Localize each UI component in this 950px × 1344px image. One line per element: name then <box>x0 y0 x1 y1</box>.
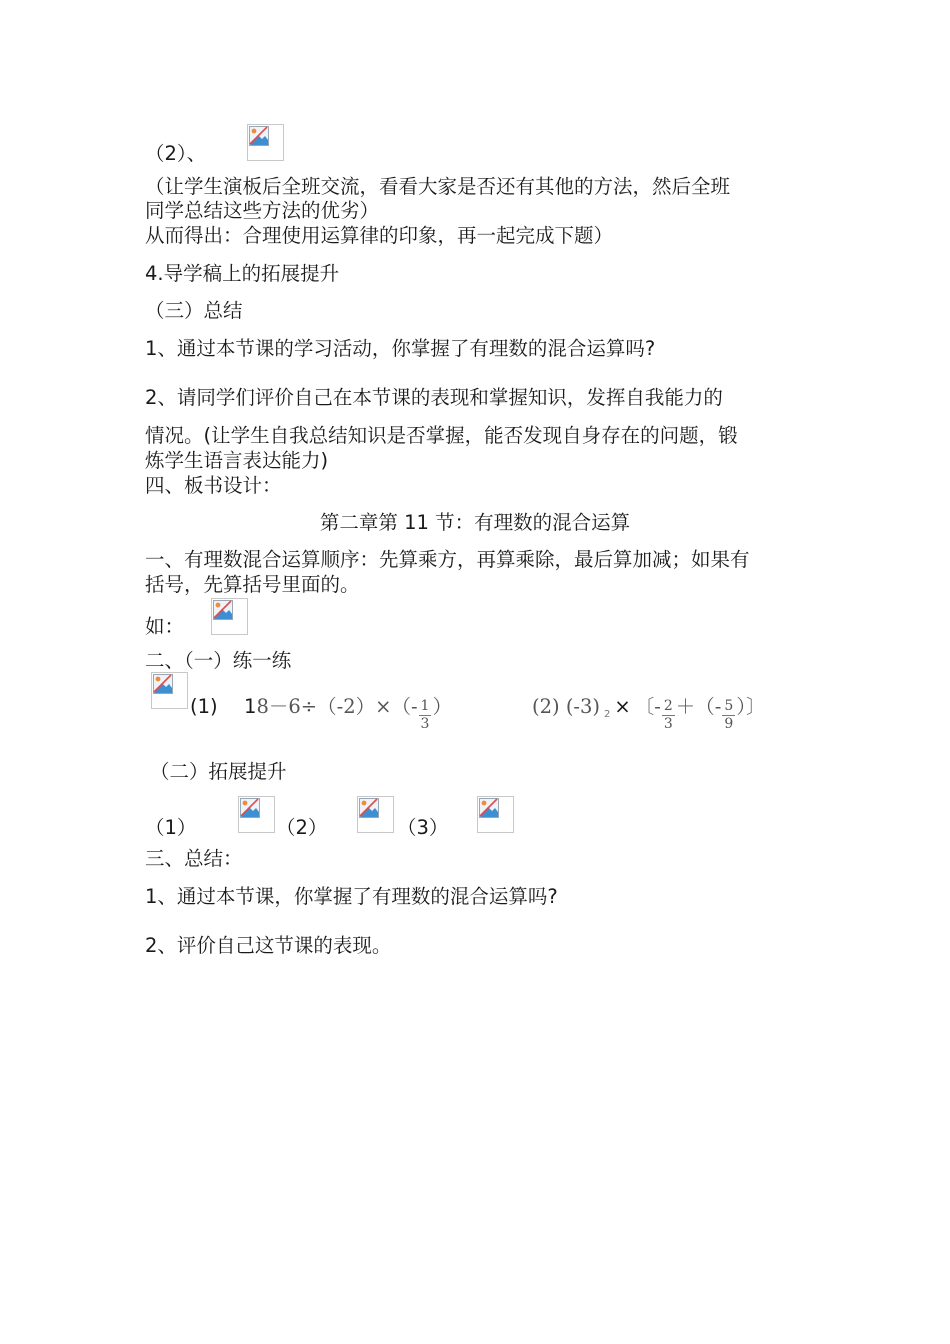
broken-image-icon <box>247 124 284 161</box>
line-b5: 三、总结： <box>145 847 243 870</box>
line-p9: 四、板书设计： <box>145 474 282 497</box>
line-p1: （2）、 <box>145 142 207 165</box>
line-p3: 从而得出：合理使用运算律的印象，再一起完成下题） <box>145 224 614 247</box>
line-p5: （三）总结 <box>145 299 243 322</box>
exercise-2-base: (-3) <box>565 695 601 718</box>
broken-image-icon <box>211 598 248 635</box>
ext-label-1: （1） <box>145 816 197 839</box>
broken-image-icon <box>238 796 275 833</box>
exercise-2-fraction-1 <box>662 698 675 733</box>
exercise-1 <box>190 690 452 732</box>
exercise-1-fraction <box>419 698 432 733</box>
line-p4: 4.导学稿上的拓展提升 <box>145 262 340 285</box>
exercise-2-f2-num: 5 <box>724 698 734 714</box>
line-p8a: 情况。(让学生自我总结知识是否掌握，能否发现自身存在的问题，锻 <box>145 424 738 447</box>
line-b2: 如： <box>145 615 185 638</box>
line-b1a: 一、有理数混合运算顺序：先算乘方，再算乘除，最后算加减；如果有 <box>145 548 750 571</box>
exercise-2 <box>532 690 766 732</box>
exercise-2-f1-num: 2 <box>663 698 673 714</box>
exercise-2-plus: ＋（- <box>675 695 722 718</box>
broken-image-icon <box>357 796 394 833</box>
line-p2b: 同学总结这些方法的优劣） <box>145 199 380 222</box>
exercise-2-f1-den: 3 <box>663 716 673 732</box>
line-b7: 2、评价自己这节课的表现。 <box>145 934 392 957</box>
line-p8b: 炼学生语言表达能力) <box>145 449 329 472</box>
exercise-2-times: × <box>614 695 631 718</box>
exercise-1-label: (1) <box>190 695 218 718</box>
broken-image-icon <box>477 796 514 833</box>
exercise-1-close: ） <box>432 695 452 718</box>
line-b3: 二、（一）练一练 <box>145 649 292 672</box>
ext-label-2: （2） <box>276 816 328 839</box>
exercise-2-f2-den: 9 <box>724 716 734 732</box>
exercise-2-close: ）〕 <box>736 695 766 718</box>
line-b4: （二）拓展提升 <box>150 760 287 783</box>
line-p7: 2、请同学们评价自己在本节课的表现和掌握知识，发挥自我能力的 <box>145 386 723 409</box>
exercise-2-open: 〔- <box>634 695 661 718</box>
exercise-2-fraction-2 <box>722 698 735 733</box>
line-p6: 1、通过本节课的学习活动，你掌握了有理数的混合运算吗? <box>145 337 656 360</box>
exercise-2-label: (2) <box>532 695 560 718</box>
exercise-2-exponent: 2 <box>604 709 611 720</box>
line-b6: 1、通过本节课，你掌握了有理数的混合运算吗? <box>145 885 558 908</box>
exercise-1-lead: 1 <box>244 695 257 718</box>
exercise-1-expr: 8－6÷（-2）×（- <box>256 695 418 718</box>
board-title: 第二章第 11 节：有理数的混合运算 <box>319 511 631 534</box>
line-b1b: 括号，先算括号里面的。 <box>145 573 360 596</box>
exercise-1-frac-num: 1 <box>420 698 430 714</box>
exercise-1-frac-den: 3 <box>420 716 430 732</box>
broken-image-icon <box>151 672 188 709</box>
line-p2a: （让学生演板后全班交流，看看大家是否还有其他的方法，然后全班 <box>145 175 731 198</box>
ext-label-3: （3） <box>397 816 449 839</box>
